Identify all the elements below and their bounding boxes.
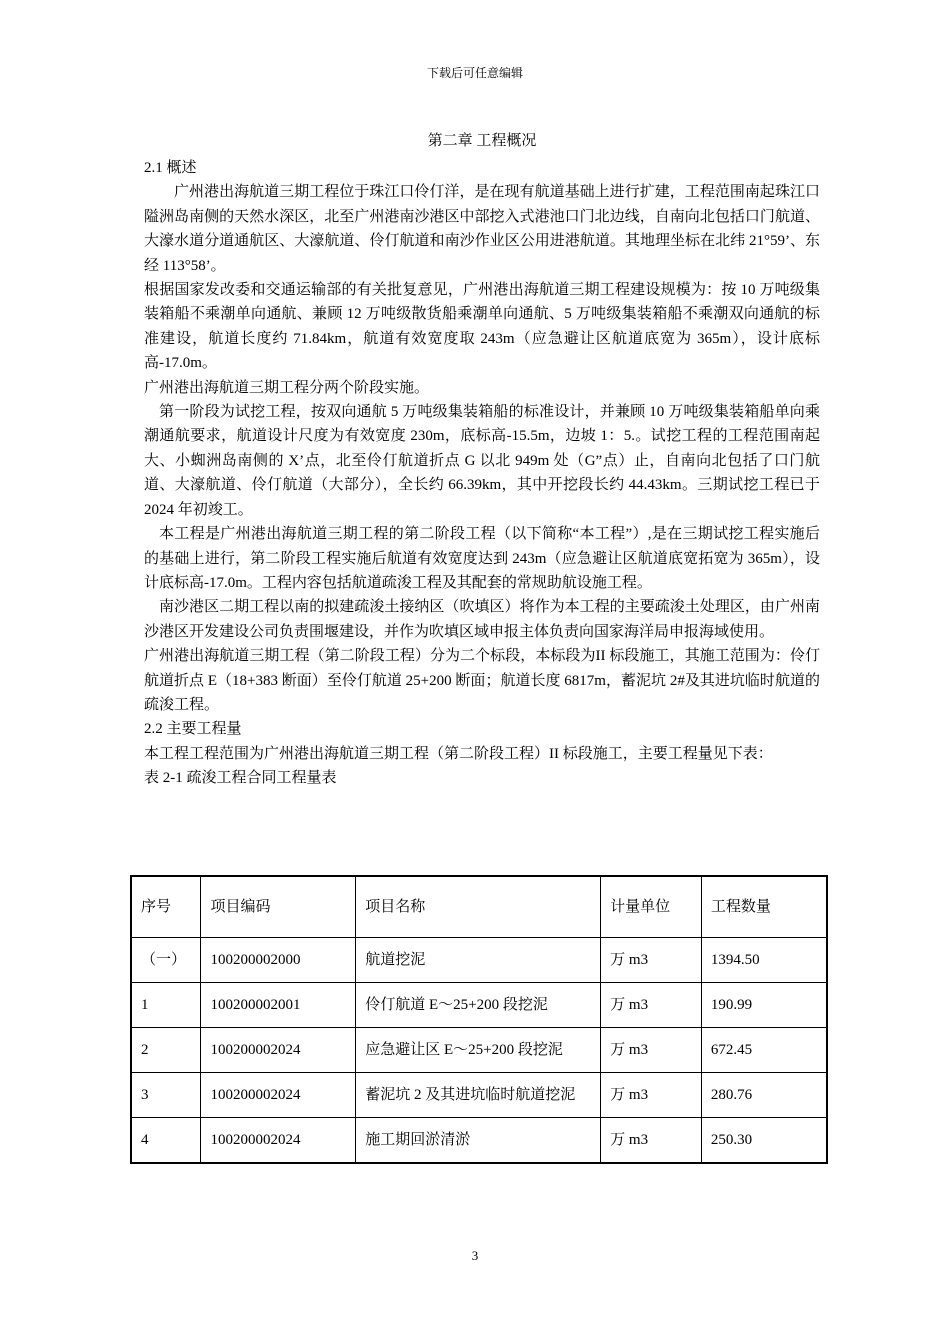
table-cell: 672.45 xyxy=(701,1028,827,1073)
table-cell: 万 m3 xyxy=(601,1028,702,1073)
paragraph-phase-two: 本工程是广州港出海航道三期工程的第二阶段工程（以下简称“本工程”）,是在三期试挖工程实施后的基础上进行，第二阶段工程实施后航道有效宽度达到 243m（应急避让区航道底宽拓宽为 365m），设计底标高-17.0m。工程内容包括航道疏浚工程及其配套的常规助航设施工程。 xyxy=(144,526,820,591)
table-cell: 100200002024 xyxy=(201,1073,356,1118)
table-cell: 100200002024 xyxy=(201,1118,356,1164)
table-cell: 100200002001 xyxy=(201,983,356,1028)
paragraph-scale: 根据国家发改委和交通运输部的有关批复意见，广州港出海航道三期工程建设规模为：按 10 万吨级集装箱船不乘潮单向通航、兼顾 12 万吨级散货船乘潮单向通航、5 万吨级集装箱船不乘潮双向通航的标准建设，航道长度约 71.84km，航道有效宽度取 243m（应急避让区航道底宽为 365m），设计底标高-17.0m。 xyxy=(144,282,820,372)
table-header-cell: 项目名称 xyxy=(356,876,601,938)
paragraph-phases: 广州港出海航道三期工程分两个阶段实施。 xyxy=(144,379,430,396)
table-cell: 万 m3 xyxy=(601,938,702,983)
paragraph-quantities: 本工程工程范围为广州港出海航道三期工程（第二阶段工程）II 标段施工，主要工程量见下表： xyxy=(144,745,773,762)
section-heading-2-2: 2.2 主要工程量 xyxy=(144,721,242,738)
table-cell: 1 xyxy=(131,983,201,1028)
table-cell: （一） xyxy=(131,938,201,983)
table-row xyxy=(131,1073,827,1118)
table-cell: 1394.50 xyxy=(701,938,827,983)
table-header-cell: 项目编码 xyxy=(201,876,356,938)
quantities-table xyxy=(130,875,828,1164)
table-cell: 伶仃航道 E～25+200 段挖泥 xyxy=(356,983,601,1028)
table-cell: 2 xyxy=(131,1028,201,1073)
table-header-row xyxy=(131,876,827,938)
paragraph-fill-area: 南沙港区二期工程以南的拟建疏浚土接纳区（吹填区）将作为本工程的主要疏浚土处理区，由广州南沙港区开发建设公司负责围堰建设，并作为吹填区域申报主体负责向国家海洋局申报海域使用。 xyxy=(144,599,820,640)
document-body xyxy=(144,126,820,791)
table-cell: 280.76 xyxy=(701,1073,827,1118)
table-cell: 蓄泥坑 2 及其进坑临时航道挖泥 xyxy=(356,1073,601,1118)
table-cell: 万 m3 xyxy=(601,1073,702,1118)
table-cell: 万 m3 xyxy=(601,983,702,1028)
table-header-cell: 计量单位 xyxy=(601,876,702,938)
table-header-cell: 工程数量 xyxy=(701,876,827,938)
table-cell: 100200002024 xyxy=(201,1028,356,1073)
table-row xyxy=(131,983,827,1028)
paragraph-phase-one: 第一阶段为试挖工程，按双向通航 5 万吨级集装箱船的标准设计，并兼顾 10 万吨级集装箱船单向乘潮通航要求，航道设计尺度为有效宽度 230m，底标高-15.5m，边坡 1：5.。试挖工程的工程范围南起大、小蜘洲岛南侧的 X’点，北至伶仃航道折点 G 以北 949m 处（G”点）止，自南向北包括了口门航道、大濠航道、伶仃航道（大部分），全长约 66.39km，其中开挖段长约 44.43km。三期试挖工程已于 2024 年初竣工。 xyxy=(144,404,820,518)
paragraph-section-scope: 广州港出海航道三期工程（第二阶段工程）分为二个标段，本标段为II 标段施工，其施工范围为：伶仃航道折点 E（18+383 断面）至伶仃航道 25+200 断面；航道长度 6817m，蓄泥坑 2#及其进坑临时航道的疏浚工程。 xyxy=(144,648,820,713)
table-cell: 施工期回淤清淤 xyxy=(356,1118,601,1164)
section-heading-2-1: 2.1 概述 xyxy=(144,160,197,176)
table-cell: 100200002000 xyxy=(201,938,356,983)
table-row xyxy=(131,1118,827,1164)
table-caption: 表 2-1 疏浚工程合同工程量表 xyxy=(144,770,337,787)
table-cell: 航道挖泥 xyxy=(356,938,601,983)
table-cell: 应急避让区 E～25+200 段挖泥 xyxy=(356,1028,601,1073)
table-cell: 3 xyxy=(131,1073,201,1118)
table-row xyxy=(131,1028,827,1073)
page-number: 3 xyxy=(471,1248,479,1263)
table-cell: 万 m3 xyxy=(601,1118,702,1164)
table-cell: 190.99 xyxy=(701,983,827,1028)
table-cell: 250.30 xyxy=(701,1118,827,1164)
table-cell: 4 xyxy=(131,1118,201,1164)
table-header-cell: 序号 xyxy=(131,876,201,938)
chapter-title: 第二章 工程概况 xyxy=(427,133,537,149)
page-header: 下载后可任意编辑 xyxy=(426,66,523,80)
paragraph-overview: 广州港出海航道三期工程位于珠江口伶仃洋，是在现有航道基础上进行扩建，工程范围南起珠江口隘洲岛南侧的天然水深区，北至广州港南沙港区中部挖入式港池口门北边线，自南向北包括口门航道、大濠水道分道通航区、大濠航道、伶仃航道和南沙作业区公用进港航道。其地理坐标在北纬 21°59’、东经 113°58’。 xyxy=(144,184,820,274)
table-row xyxy=(131,938,827,983)
